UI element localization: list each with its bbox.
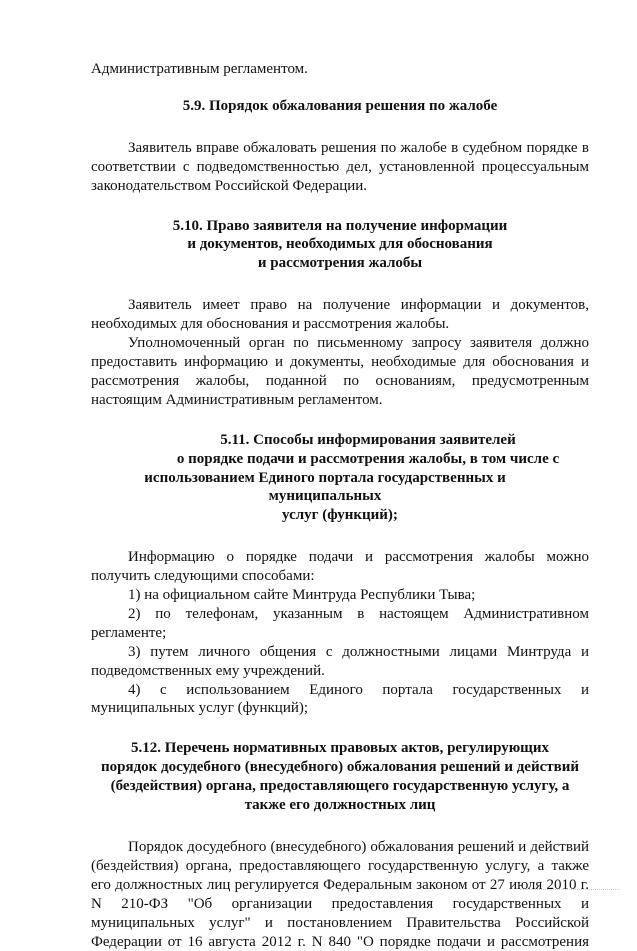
list-item: 1) на официальном сайте Минтруда Республики Тыва; xyxy=(128,587,476,604)
section-5-10-paragraph-1: Заявитель имеет право на получение информации и документов, необходимых для обоснования и рассмотрения жалобы. xyxy=(91,297,589,333)
section-5-12-heading xyxy=(91,739,589,815)
section-5-9-heading: 5.9. Порядок обжалования решения по жалобе xyxy=(182,97,498,114)
heading-line: (бездействия) органа, предоставляющего государственную услугу, а xyxy=(110,778,570,795)
heading-line: услуг (функций); xyxy=(282,507,398,524)
heading-line: использованием Единого портала государственных и муниципальных xyxy=(144,469,506,505)
heading-line: 5.11. Способы информирования заявителей xyxy=(220,431,516,448)
spacer xyxy=(91,116,589,139)
section-5-10-heading xyxy=(91,217,589,274)
list-item: 3) путем личного общения с должностными лицами Минтруда и подведомственных ему учреждений. xyxy=(91,643,589,679)
heading-line: о порядке подачи и рассмотрения жалобы, в том числе с xyxy=(176,450,560,467)
spacer xyxy=(91,410,589,431)
heading-line: также его должностных лиц xyxy=(244,797,436,814)
scan-artifact-divider xyxy=(520,889,620,894)
spacer xyxy=(91,196,589,217)
section-5-11-heading xyxy=(91,431,589,526)
heading-line: порядок досудебного (внесудебного) обжалования решений и действий xyxy=(100,759,580,776)
spacer xyxy=(91,718,589,739)
list-item: 2) по телефонам, указанным в настоящем Административном регламенте; xyxy=(91,605,589,641)
opening-line: Административным регламентом. xyxy=(91,61,308,77)
section-5-9-paragraph: Заявитель вправе обжаловать решения по жалобе в судебном порядке в соответствии с подведомственностью дел, установленной процессуальным законодательством Российской Федерации. xyxy=(91,139,589,194)
heading-line: 5.12. Перечень нормативных правовых актов, регулирующих xyxy=(131,740,549,757)
heading-line: и рассмотрения жалобы xyxy=(257,255,423,272)
heading-line: 5.10. Право заявителя на получение информации xyxy=(172,217,508,234)
section-5-12-paragraph: Порядок досудебного (внесудебного) обжалования решений и действий (бездействия) органа, предоставляющего государственную услугу, а также его должностных лиц регулируется Федеральным законом от 27 июля 2010 г. N 210-ФЗ "Об организации предоставления государственных и муниципальных услуг" и постановлением Правительства Российской Федерации от 16 августа 2012 г. N 840 "О порядке подачи и рассмотрения xyxy=(91,839,589,950)
spacer xyxy=(91,79,589,97)
heading-line: и документов, необходимых для обоснования xyxy=(187,236,493,253)
spacer xyxy=(91,273,589,296)
list-item: 4) с использованием Единого портала государственных и муниципальных услуг (функций); xyxy=(91,681,589,717)
document-page xyxy=(91,60,589,951)
section-5-11-intro: Информацию о порядке подачи и рассмотрения жалобы можно получить следующими способами: xyxy=(91,549,589,585)
spacer xyxy=(91,525,589,548)
spacer xyxy=(91,815,589,838)
section-5-10-paragraph-2: Уполномоченный орган по письменному запросу заявителя должно предоставить информацию и документы, необходимые для обоснования и рассмотрения жалобы, поданной по основаниям, предусмотренным настоящим Административным регламентом. xyxy=(91,335,589,408)
